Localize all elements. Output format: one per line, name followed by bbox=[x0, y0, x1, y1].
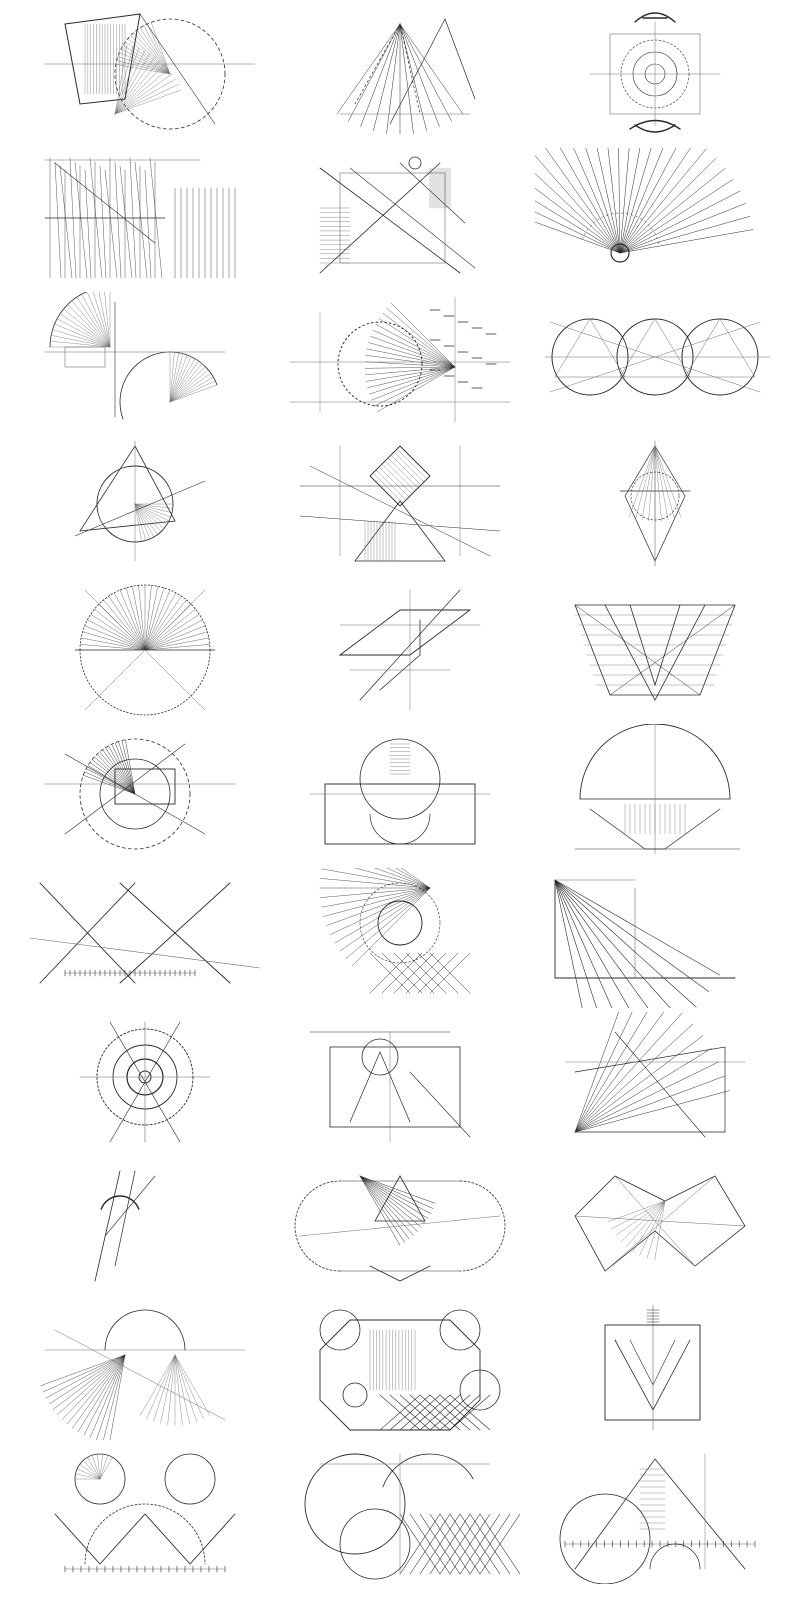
drawing-svg bbox=[25, 868, 265, 1008]
drawing-svg bbox=[535, 436, 775, 576]
drawing-svg bbox=[25, 292, 265, 432]
drawing-svg bbox=[280, 724, 520, 864]
geometric-drawing-dotted-circle-with-radials bbox=[280, 292, 520, 432]
geometric-drawing-semicircle-over-funnel bbox=[535, 724, 775, 864]
drawing-svg bbox=[280, 4, 520, 144]
drawing-svg bbox=[280, 148, 520, 288]
drawing-svg bbox=[280, 1156, 520, 1296]
geometric-drawing-diamond-over-triangle bbox=[280, 436, 520, 576]
drawing-svg bbox=[535, 148, 775, 288]
geometric-drawing-arc-with-hanging-fans bbox=[25, 1300, 265, 1440]
drawing-svg bbox=[535, 868, 775, 1008]
geometric-drawing-crossing-x-lines-with-ruler bbox=[25, 868, 265, 1008]
geometric-drawing-compass-arc bbox=[25, 1156, 265, 1296]
geometric-drawing-vertical-spindle bbox=[535, 436, 775, 576]
drawing-svg bbox=[25, 580, 265, 720]
drawing-svg bbox=[535, 4, 775, 144]
geometric-drawing-crossed-radials-in-quadrilateral bbox=[535, 1012, 775, 1152]
geometric-drawing-folded-star-polygon bbox=[535, 1156, 775, 1296]
geometric-drawing-rectangle-with-circle-and-triangle bbox=[280, 1012, 520, 1152]
geometric-drawing-circle-over-rectangle bbox=[280, 724, 520, 864]
drawing-svg bbox=[535, 292, 775, 432]
drawing-svg bbox=[535, 724, 775, 864]
geometric-drawing-quarter-circle-fans bbox=[25, 292, 265, 432]
drawing-svg bbox=[25, 1300, 265, 1440]
drawing-svg bbox=[280, 436, 520, 576]
geometric-drawing-hatched-quadrilateral-with-circle bbox=[25, 4, 265, 144]
drawing-svg bbox=[535, 1444, 775, 1584]
geometric-drawing-three-tangent-circles bbox=[535, 292, 775, 432]
geometric-drawing-ornamented-square-with-circles bbox=[535, 4, 775, 144]
drawing-svg bbox=[280, 1012, 520, 1152]
geometric-drawing-vertical-line-field bbox=[25, 148, 265, 288]
geometric-drawing-inverted-trapezoid-star bbox=[535, 580, 775, 720]
drawing-svg bbox=[280, 292, 520, 432]
geometric-drawing-overlapping-circles-lattice bbox=[280, 1444, 520, 1584]
drawing-svg bbox=[25, 148, 265, 288]
geometric-drawing-circle-with-triangle bbox=[25, 436, 265, 576]
drawing-svg bbox=[280, 1444, 520, 1584]
drawing-svg bbox=[535, 1012, 775, 1152]
drawing-svg bbox=[280, 868, 520, 1008]
drawing-svg bbox=[535, 1156, 775, 1296]
geometric-drawing-hourglass-hatched-semicircles bbox=[25, 580, 265, 720]
geometric-drawing-square-with-inner-chevron bbox=[535, 1300, 775, 1440]
drawing-svg bbox=[535, 1300, 775, 1440]
geometric-drawing-radial-fan bbox=[535, 148, 775, 288]
drawing-svg bbox=[25, 1156, 265, 1296]
drawing-svg bbox=[25, 436, 265, 576]
geometric-drawing-concentric-arcs-hatched bbox=[25, 724, 265, 864]
geometric-drawing-crossed-diagonals-with-hatching bbox=[280, 148, 520, 288]
drawing-svg bbox=[25, 1012, 265, 1152]
geometric-drawing-radiating-lines-from-circle bbox=[280, 868, 520, 1008]
geometric-drawing-circle-with-tall-triangle bbox=[535, 1444, 775, 1584]
drawing-svg bbox=[25, 1444, 265, 1584]
geometric-drawing-radiating-triangles bbox=[280, 4, 520, 144]
geometric-drawing-concentric-target bbox=[25, 1012, 265, 1152]
drawing-svg bbox=[25, 4, 265, 144]
geometric-drawing-semicircles-with-triangle bbox=[280, 1156, 520, 1296]
drawing-svg bbox=[280, 1300, 520, 1440]
geometric-drawing-parallelograms bbox=[280, 580, 520, 720]
geometric-drawing-double-arches bbox=[25, 1444, 265, 1584]
geometric-drawing-octagon-circles-grid bbox=[280, 1300, 520, 1440]
drawing-svg bbox=[25, 724, 265, 864]
drawing-svg bbox=[280, 580, 520, 720]
drawing-svg bbox=[535, 580, 775, 720]
geometric-drawing-right-triangle-fan bbox=[535, 868, 775, 1008]
